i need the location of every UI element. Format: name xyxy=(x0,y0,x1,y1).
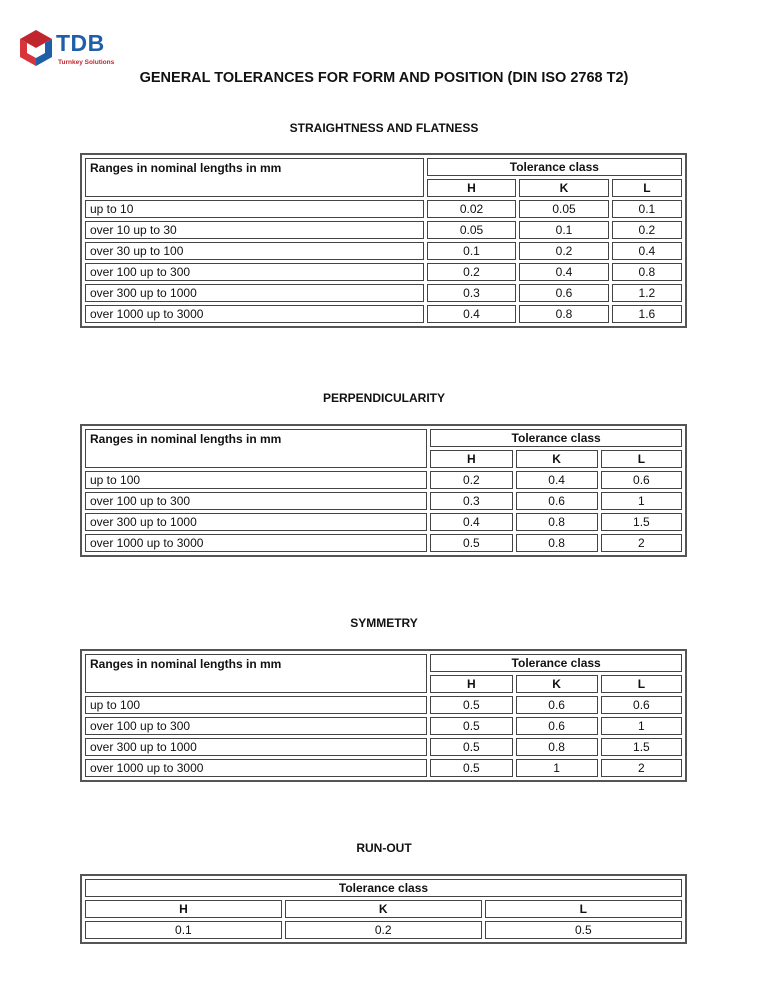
value-k-cell: 0.2 xyxy=(519,242,609,260)
tolerance-class-header: Tolerance class xyxy=(85,879,682,897)
symmetry-table xyxy=(80,649,687,782)
table-row xyxy=(85,534,682,552)
value-k-cell: 0.4 xyxy=(519,263,609,281)
table-row xyxy=(85,492,682,510)
range-header: Ranges in nominal lengths in mm xyxy=(85,158,424,197)
table-row xyxy=(85,221,682,239)
value-l-cell: 1.2 xyxy=(612,284,682,302)
value-l-cell: 1.5 xyxy=(601,738,682,756)
value-h-cell: 0.02 xyxy=(427,200,517,218)
value-h-cell: 0.4 xyxy=(430,513,512,531)
value-k-cell: 0.1 xyxy=(519,221,609,239)
company-logo xyxy=(18,28,118,72)
range-cell: over 300 up to 1000 xyxy=(85,738,427,756)
value-h-cell: 0.4 xyxy=(427,305,517,323)
value-h-cell: 0.5 xyxy=(430,759,512,777)
symmetry-title: SYMMETRY xyxy=(350,616,418,630)
tolerance-class-header: Tolerance class xyxy=(427,158,682,176)
value-l-cell: 1.5 xyxy=(601,513,682,531)
value-k-cell: 0.4 xyxy=(516,471,598,489)
table-header-row xyxy=(85,654,682,672)
class-l-header: L xyxy=(601,675,682,693)
value-l-cell: 0.2 xyxy=(612,221,682,239)
table-row xyxy=(85,738,682,756)
class-header-row xyxy=(85,900,682,918)
value-l-cell: 2 xyxy=(601,534,682,552)
class-l-header: L xyxy=(612,179,682,197)
value-k-cell: 0.8 xyxy=(516,513,598,531)
perpendicularity-title: PERPENDICULARITY xyxy=(322,391,445,405)
value-k-cell: 0.6 xyxy=(516,717,598,735)
class-h-header: H xyxy=(430,675,512,693)
table-row xyxy=(85,471,682,489)
value-l-cell: 0.8 xyxy=(612,263,682,281)
runout-table xyxy=(80,874,687,944)
value-l-cell: 0.6 xyxy=(601,471,682,489)
value-k-cell: 0.05 xyxy=(519,200,609,218)
value-h-cell: 0.5 xyxy=(430,717,512,735)
value-l-cell: 0.5 xyxy=(485,921,682,939)
value-l-cell: 2 xyxy=(601,759,682,777)
table-row xyxy=(85,921,682,939)
class-k-header: K xyxy=(519,179,609,197)
value-h-cell: 0.2 xyxy=(427,263,517,281)
value-k-cell: 0.6 xyxy=(516,696,598,714)
class-l-header: L xyxy=(485,900,682,918)
class-k-header: K xyxy=(285,900,482,918)
value-l-cell: 1.6 xyxy=(612,305,682,323)
table-row xyxy=(85,284,682,302)
value-l-cell: 1 xyxy=(601,492,682,510)
table-row xyxy=(85,513,682,531)
range-cell: over 300 up to 1000 xyxy=(85,513,427,531)
value-l-cell: 0.1 xyxy=(612,200,682,218)
runout-title: RUN-OUT xyxy=(356,841,412,855)
value-h-cell: 0.2 xyxy=(430,471,512,489)
range-cell: over 100 up to 300 xyxy=(85,492,427,510)
value-h-cell: 0.1 xyxy=(85,921,282,939)
perpendicularity-table xyxy=(80,424,687,557)
value-h-cell: 0.05 xyxy=(427,221,517,239)
value-k-cell: 1 xyxy=(516,759,598,777)
table-row xyxy=(85,696,682,714)
range-cell: over 100 up to 300 xyxy=(85,263,424,281)
table-header-row xyxy=(85,158,682,176)
value-l-cell: 0.6 xyxy=(601,696,682,714)
class-l-header: L xyxy=(601,450,682,468)
value-h-cell: 0.5 xyxy=(430,534,512,552)
table-row xyxy=(85,200,682,218)
value-h-cell: 0.3 xyxy=(427,284,517,302)
cube-logo-icon xyxy=(18,28,54,68)
value-l-cell: 0.4 xyxy=(612,242,682,260)
page-title: GENERAL TOLERANCES FOR FORM AND POSITION (DIN ISO 2768 T2) xyxy=(139,70,629,86)
range-cell: up to 100 xyxy=(85,696,427,714)
range-header: Ranges in nominal lengths in mm xyxy=(85,654,427,693)
range-cell: over 30 up to 100 xyxy=(85,242,424,260)
value-k-cell: 0.8 xyxy=(516,534,598,552)
logo-brand: TDB xyxy=(56,30,105,56)
value-k-cell: 0.8 xyxy=(516,738,598,756)
table-row xyxy=(85,717,682,735)
value-h-cell: 0.3 xyxy=(430,492,512,510)
class-h-header: H xyxy=(85,900,282,918)
range-cell: over 1000 up to 3000 xyxy=(85,759,427,777)
range-cell: up to 10 xyxy=(85,200,424,218)
value-k-cell: 0.6 xyxy=(519,284,609,302)
table-row xyxy=(85,263,682,281)
range-cell: over 1000 up to 3000 xyxy=(85,534,427,552)
value-l-cell: 1 xyxy=(601,717,682,735)
straightness-table xyxy=(80,153,687,328)
class-h-header: H xyxy=(427,179,517,197)
value-h-cell: 0.5 xyxy=(430,738,512,756)
value-k-cell: 0.2 xyxy=(285,921,482,939)
logo-tagline: Turnkey Solutions xyxy=(58,59,115,66)
table-row xyxy=(85,759,682,777)
class-k-header: K xyxy=(516,450,598,468)
class-k-header: K xyxy=(516,675,598,693)
straightness-title: STRAIGHTNESS AND FLATNESS xyxy=(289,121,479,135)
table-row xyxy=(85,305,682,323)
tolerance-class-header: Tolerance class xyxy=(430,654,682,672)
table-row xyxy=(85,242,682,260)
tolerance-class-header: Tolerance class xyxy=(430,429,682,447)
value-h-cell: 0.1 xyxy=(427,242,517,260)
range-cell: over 100 up to 300 xyxy=(85,717,427,735)
table-header-row xyxy=(85,429,682,447)
range-cell: over 300 up to 1000 xyxy=(85,284,424,302)
value-h-cell: 0.5 xyxy=(430,696,512,714)
range-cell: up to 100 xyxy=(85,471,427,489)
range-header: Ranges in nominal lengths in mm xyxy=(85,429,427,468)
value-k-cell: 0.6 xyxy=(516,492,598,510)
range-cell: over 10 up to 30 xyxy=(85,221,424,239)
class-h-header: H xyxy=(430,450,512,468)
table-header-row xyxy=(85,879,682,897)
value-k-cell: 0.8 xyxy=(519,305,609,323)
range-cell: over 1000 up to 3000 xyxy=(85,305,424,323)
